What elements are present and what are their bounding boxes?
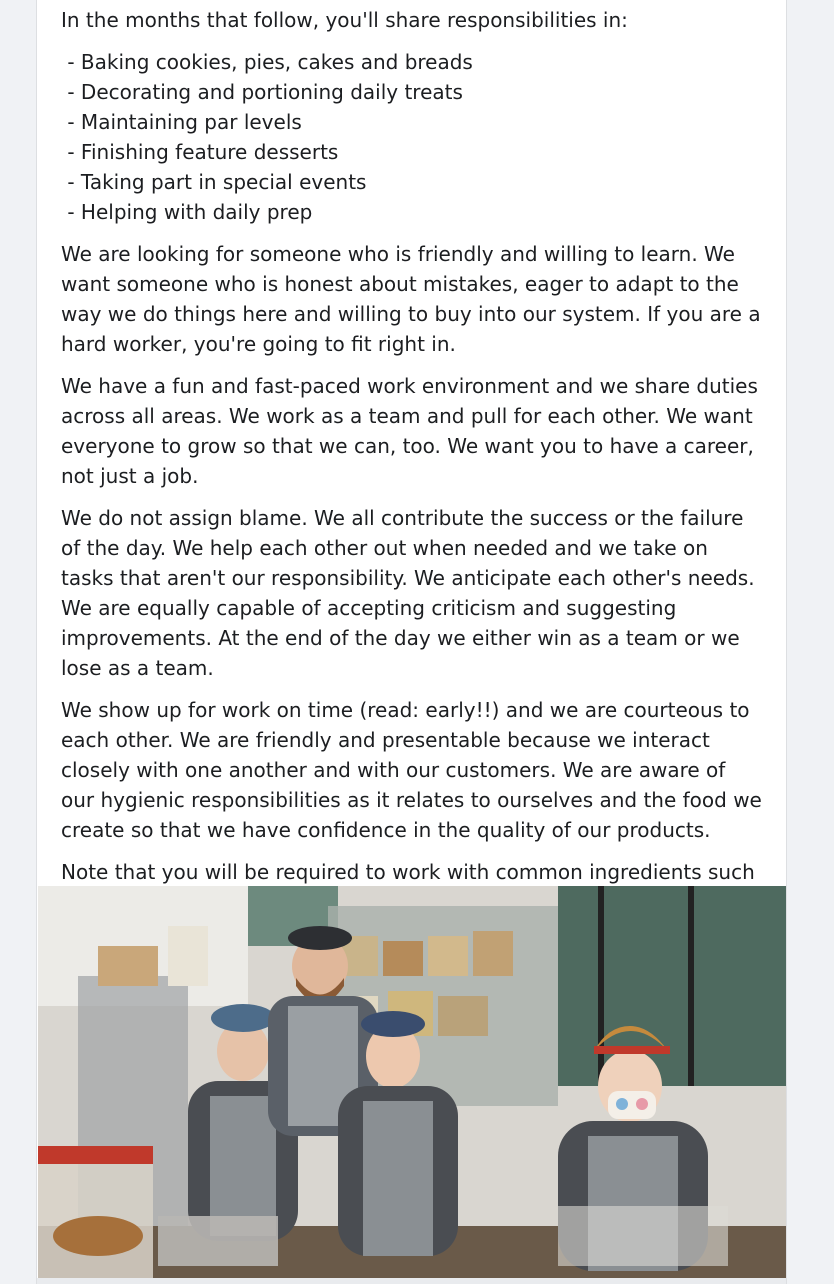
list-item: - Taking part in special events: [61, 170, 367, 194]
responsibilities-list: [61, 47, 762, 227]
list-item: - Helping with daily prep: [61, 200, 313, 224]
responsibilities-block: [61, 5, 762, 35]
post-card: [36, 0, 787, 1284]
list-item: - Baking cookies, pies, cakes and breads: [61, 50, 473, 74]
paragraph-punctuality: We show up for work on time (read: early!!) and we are courteous to each other. We are friendly and presentable because we interact closely with one another and with our customers. We are aware of our hygienic responsibilities as it relates to ourselves and the food we create so that we have confidence in the quality of our products.: [61, 698, 762, 842]
kitchen-team-photo: [38, 886, 786, 1278]
post-body: [37, 0, 786, 917]
paragraph-environment: We have a fun and fast-paced work environment and we share duties across all areas. We work as a team and pull for each other. We want everyone to grow so that we can, too. We want you to have a career, not just a job.: [61, 374, 758, 488]
window: [558, 886, 786, 1086]
paragraph-looking-for: We are looking for someone who is friendly and willing to learn. We want someone who is honest about mistakes, eager to adapt to the way we do things here and willing to buy into our system. If you are a hard worker, you're going to fit right in.: [61, 242, 761, 356]
list-item: - Finishing feature desserts: [61, 140, 339, 164]
paragraph-no-blame: We do not assign blame. We all contribute the success or the failure of the day. We help each other out when needed and we take on tasks that aren't our responsibility. We anticipate each other's needs. We are equally capable of accepting criticism and suggesting improvements. At the end of the day we either win as a team or we lose as a team.: [61, 506, 755, 680]
storage-bin: [38, 1146, 153, 1278]
box: [98, 946, 158, 986]
post-footer-divider: [37, 1278, 787, 1284]
list-item: - Decorating and portioning daily treats: [61, 80, 463, 104]
paragraph-allergens: Note that you will be required to work with common ingredients such: [61, 860, 755, 884]
post-photo[interactable]: [38, 886, 786, 1278]
list-item: - Maintaining par levels: [61, 110, 302, 134]
responsibilities-intro: In the months that follow, you'll share responsibilities in:: [61, 8, 628, 32]
